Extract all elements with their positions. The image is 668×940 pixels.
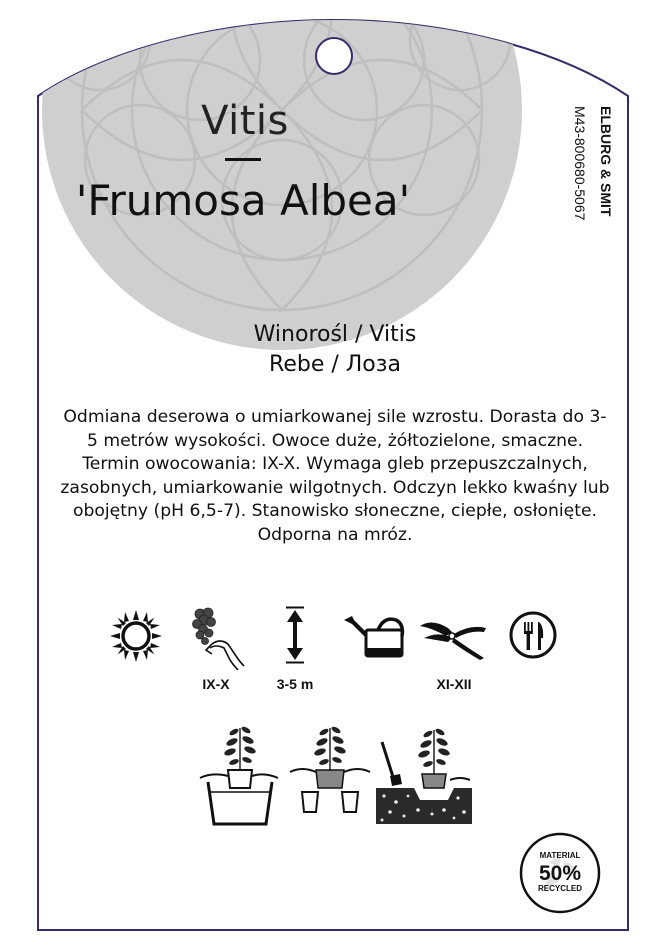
height-label: 3-5 m <box>276 676 314 692</box>
product-code: M43-800680-5067 <box>572 106 588 221</box>
plant-description: Odmiana deserowa o umiarkowanej sile wzrostu. Dorasta do 3-5 metrów wysokości. Owoce duże, żółtozielone, smaczne. Termin owocowania: IX-X. Wymaga gleb przepuszczalnych, zasobnych, umiarkowanie wilgotnych. Odczyn lekko kwaśny lub obojętny (pH 6,5-7). Stanowisko słoneczne, ciepłe, osłonięte. Odporna na mróz. <box>60 407 610 545</box>
brand-name: ELBURG & SMIT <box>598 106 614 217</box>
sun-icon <box>108 608 164 664</box>
pruning-shears-icon <box>418 614 488 660</box>
pruning-label: XI-XII <box>436 676 472 692</box>
title-dash <box>225 158 261 161</box>
watering-can-icon <box>342 614 408 658</box>
harvest-label: IX-X <box>202 676 230 692</box>
edible-cutlery-icon <box>508 610 558 660</box>
harvest-grapes-icon <box>186 604 246 670</box>
common-name-line1: Winorośl / Vitis <box>253 322 417 347</box>
plant-genus: Vitis <box>201 98 289 144</box>
recycle-line1: MATERIAL <box>539 851 581 860</box>
recycle-line2: RECYCLED <box>537 884 583 893</box>
height-arrow-icon <box>282 606 308 664</box>
common-name-line2: Rebe / Лоза <box>269 352 401 377</box>
recycled-material-badge <box>519 832 601 914</box>
plant-in-soil-icon <box>374 722 474 826</box>
hang-hole <box>316 38 352 74</box>
pot-soaking-icon <box>198 722 282 826</box>
recycle-percent: 50% <box>538 862 582 885</box>
plant-cultivar: 'Frumosa Albea' <box>75 176 411 225</box>
remove-pot-icon <box>288 722 372 826</box>
